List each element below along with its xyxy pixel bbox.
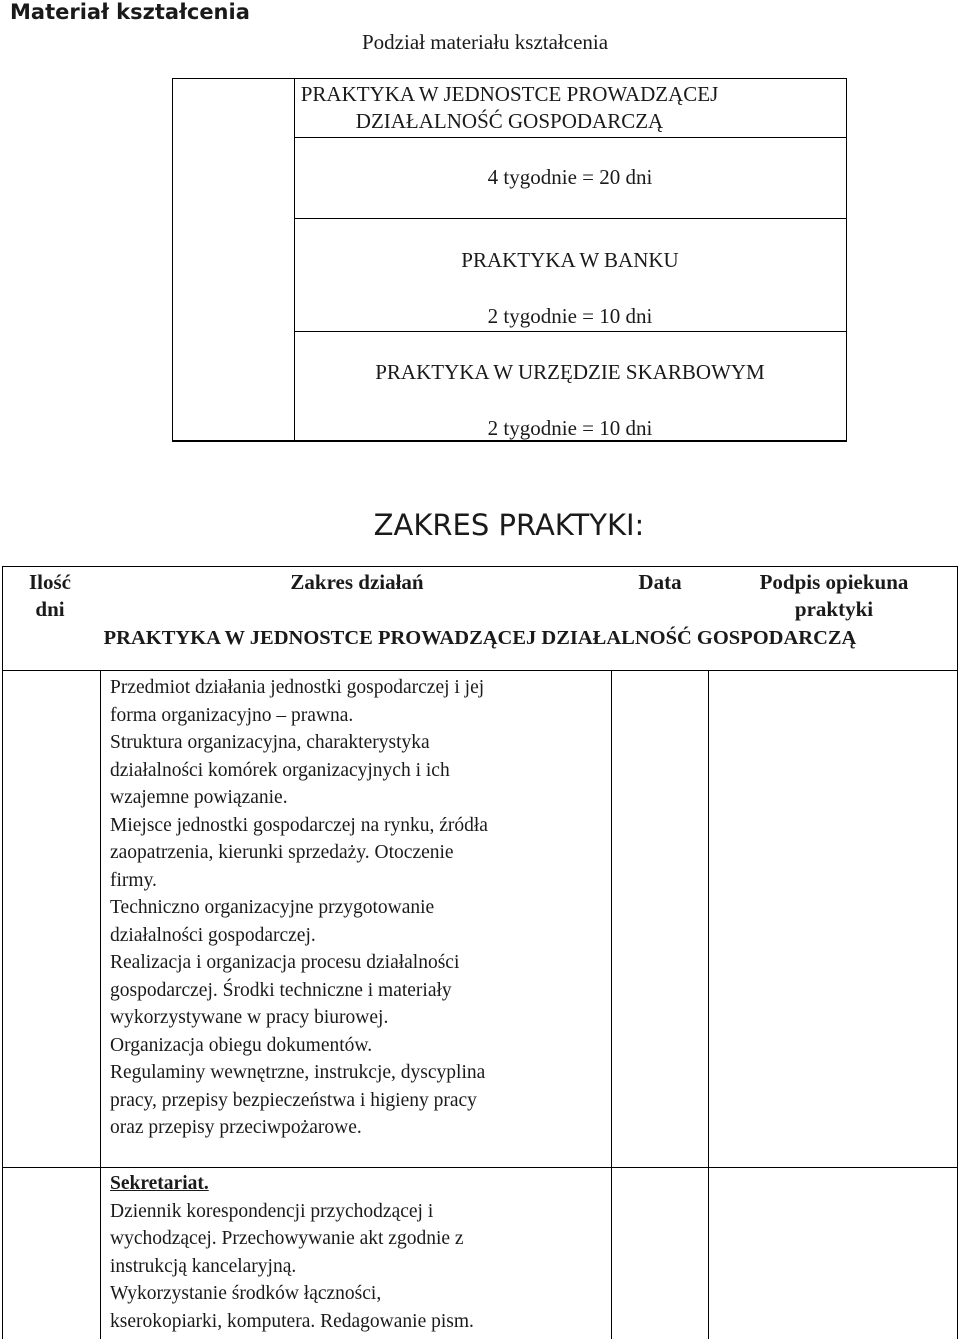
row-2-line: Dziennik korespondencji przychodzącej i [110,1200,434,1222]
header-date: Data [638,570,682,594]
document-subtitle: Podział materiału kształcenia [362,30,609,54]
summary-divider-2 [294,218,846,219]
row-1-line: Techniczno organizacyjne przygotowanie [110,897,435,918]
row-1-line: firmy. [110,869,157,891]
summary-row1-line1: PRAKTYKA W JEDNOSTCE PROWADZĄCEJ [300,82,719,106]
row-1-line: Przedmiot działania jednostki gospodarczej i jej [110,677,485,698]
header-signature [714,569,954,623]
table-divider-days [100,670,101,1339]
header-signature-line1: Podpis opiekuna [759,570,909,594]
summary-row1-line2: DZIAŁALNOŚĆ GOSPODARCZĄ [355,109,664,133]
row-1-line: Regulaminy wewnętrzne, instrukcje, dyscyplina [110,1062,486,1083]
row-1-line: Miejsce jednostki gospodarczej na rynku, źródła [110,814,488,836]
header-days [10,569,90,623]
row-1-scope [110,674,610,1142]
table-border-left [2,566,3,1339]
table-divider-signature [708,670,709,1339]
summary-row3-duration: 2 tygodnie = 10 dni [487,416,653,440]
header-days-line1: Ilość [29,570,71,594]
scope-table [2,566,958,1339]
summary-divider-3 [294,331,846,332]
row-1-line: działalności gospodarczej. [110,924,316,946]
summary-row2-title: PRAKTYKA W BANKU [461,248,679,272]
row-2-line: Wykorzystanie środków łączności, [110,1283,382,1304]
row-2-heading: Sekretariat. [110,1173,209,1194]
header-section: PRAKTYKA W JEDNOSTCE PROWADZĄCEJ DZIAŁALNOŚĆ GOSPODARCZĄ [103,627,857,649]
scope-title: ZAKRES PRAKTYKI: [373,508,645,542]
table-header-divider [2,670,958,671]
summary-divider-1 [294,137,846,138]
header-scope: Zakres działań [290,570,424,594]
table-row-divider [2,1167,958,1168]
row-1-line: Struktura organizacyjna, charakterystyka [110,732,430,753]
row-1-line: działalności komórek organizacyjnych i ich [110,759,450,781]
row-1-line: pracy, przepisy bezpieczeństwa i higieny pracy [110,1089,477,1111]
table-divider-date [611,670,612,1339]
summary-row3-title: PRAKTYKA W URZĘDZIE SKARBOWYM [375,360,765,384]
header-days-line2: dni [35,597,65,621]
row-1-line: Organizacja obiegu dokumentów. [110,1034,373,1056]
row-1-line: zaopatrzenia, kierunki sprzedaży. Otoczenie [110,842,454,863]
row-1-line: gospodarczej. Środki techniczne i materiały [110,979,452,1001]
row-2-line: instrukcją kancelaryjną. [110,1255,297,1277]
row-1-line: oraz przepisy przeciwpożarowe. [110,1117,362,1138]
row-1-line: wykorzystywane w pracy biurowej. [110,1007,389,1028]
table-border-top [2,566,958,567]
row-2-line: wychodzącej. Przechowywanie akt zgodnie z [110,1228,464,1249]
header-signature-line2: praktyki [794,597,874,621]
row-1-line: Realizacja i organizacja procesu działalności [110,952,460,973]
row-1-line: wzajemne powiązanie. [110,787,288,808]
document-title: Materiał kształcenia [10,0,250,24]
row-1-line: forma organizacyjno – prawna. [110,704,354,726]
row-2-scope [110,1170,610,1335]
summary-row1-duration: 4 tygodnie = 20 dni [487,165,653,189]
summary-row2-duration: 2 tygodnie = 10 dni [487,304,653,328]
table-border-right [957,566,958,1339]
row-2-line: kserokopiarki, komputera. Redagowanie pism. [110,1310,474,1332]
